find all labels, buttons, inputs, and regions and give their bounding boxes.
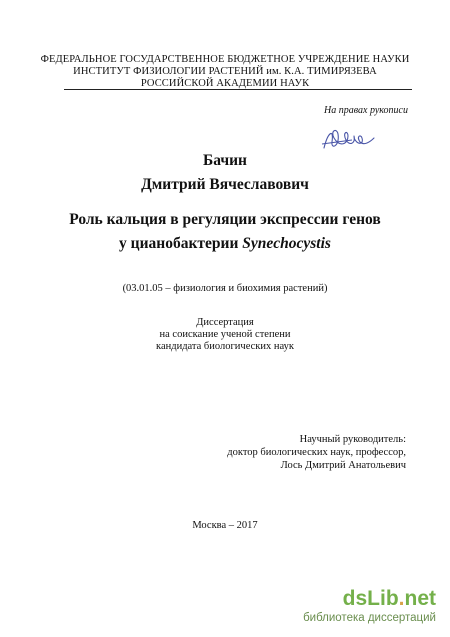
degree-line-2: на соискание ученой степени xyxy=(159,329,291,340)
institution-line-2: ИНСТИТУТ ФИЗИОЛОГИИ РАСТЕНИЙ им. К.А. ТИМИРЯЗЕВА xyxy=(73,66,377,77)
supervisor-name: Лось Дмитрий Анатольевич xyxy=(280,460,406,471)
supervisor-degree: доктор биологических наук, профессор, xyxy=(227,447,406,458)
watermark-subtitle: библиотека диссертаций xyxy=(303,612,436,624)
header-divider xyxy=(64,89,412,90)
institution-line-3: РОССИЙСКОЙ АКАДЕМИИ НАУК xyxy=(140,78,310,89)
watermark-logo xyxy=(343,587,436,611)
city-year: Москва – 2017 xyxy=(192,520,258,531)
author-name: Дмитрий Вячеславович xyxy=(141,176,309,193)
signature-image xyxy=(318,124,378,154)
watermark-logo-dot: . xyxy=(398,587,405,610)
dissertation-title-line-1: Роль кальция в регуляции экспрессии генов xyxy=(69,211,381,228)
institution-line-1: ФЕДЕРАЛЬНОЕ ГОСУДАРСТВЕННОЕ БЮДЖЕТНОЕ УЧРЕЖДЕНИЕ НАУКИ xyxy=(40,54,410,65)
watermark-logo-tld: net xyxy=(404,587,436,610)
supervisor-label: Научный руководитель: xyxy=(299,434,406,445)
dissertation-title-line-2 xyxy=(0,235,450,253)
degree-line-1: Диссертация xyxy=(196,317,254,328)
author-surname: Бачин xyxy=(203,152,247,169)
degree-line-3: кандидата биологических наук xyxy=(156,341,294,352)
title-organism: Synechocystis xyxy=(242,235,331,252)
title-prefix: у цианобактерии xyxy=(119,235,243,252)
specialty-code: (03.01.05 – физиология и биохимия растений) xyxy=(122,283,328,294)
manuscript-note: На правах рукописи xyxy=(324,105,408,116)
watermark-logo-main: dsLib xyxy=(342,587,399,610)
